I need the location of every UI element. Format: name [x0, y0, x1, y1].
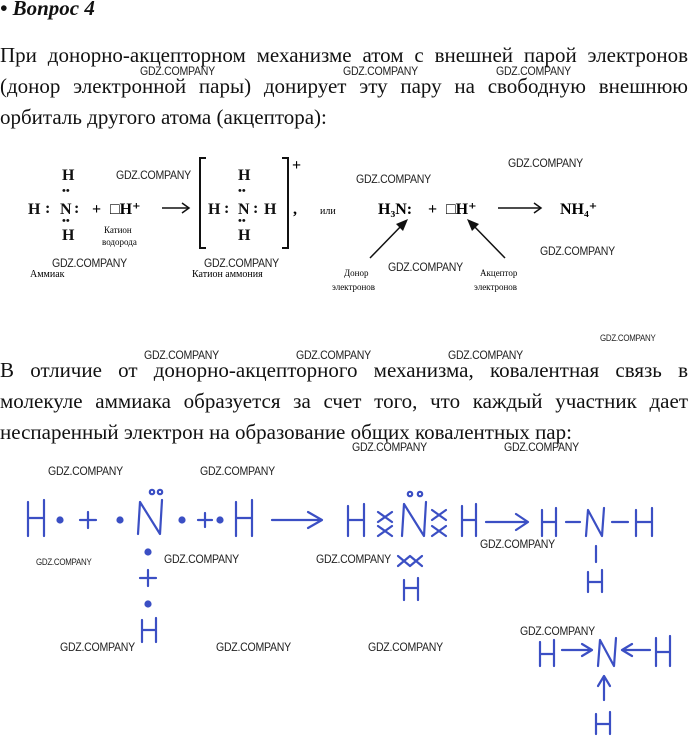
svg-text:H: H [62, 167, 75, 184]
svg-text:H: H [28, 201, 41, 218]
question-heading: • Вопрос 4 [0, 0, 95, 20]
ammonium-caption: Катион аммония [192, 269, 263, 280]
watermark: GDZ.COMPANY [480, 537, 555, 551]
svg-text:••: •• [238, 185, 246, 197]
watermark: GDZ.COMPANY [116, 168, 191, 182]
watermark: GDZ.COMPANY [600, 333, 656, 343]
svg-text:••: •• [62, 215, 70, 227]
watermark: GDZ.COMPANY [200, 464, 275, 478]
hydrogen-cation: □H⁺ [110, 201, 141, 218]
svg-text:+: + [428, 201, 438, 218]
or-label: или [320, 206, 336, 217]
ammonium-lewis [208, 167, 277, 244]
watermark: GDZ.COMPANY [504, 440, 579, 454]
watermark: GDZ.COMPANY [388, 260, 463, 274]
watermark: GDZ.COMPANY [508, 156, 583, 170]
acceptor-caption-2: электронов [474, 282, 518, 292]
hydrogen-cation-caption-1: Катион [104, 225, 132, 235]
ammonium-ion-formula: NH₄⁺ [560, 201, 598, 218]
acceptor-caption-1: Акцептор [480, 268, 518, 278]
watermark: GDZ.COMPANY [316, 552, 391, 566]
watermark: GDZ.COMPANY [52, 256, 127, 270]
svg-text:H: H [62, 227, 75, 244]
watermark: GDZ.COMPANY [140, 64, 215, 78]
plus-sign: + [92, 201, 102, 218]
watermark: GDZ.COMPANY [60, 640, 135, 654]
watermark: GDZ.COMPANY [540, 244, 615, 258]
donor-caption-1: Донор [344, 268, 369, 278]
paragraph-covalent: В отличие от донорно-акцепторного механизма, ковалентная связь в молекуле аммиака образуется за счет того, что каждый участник дает неспаренный электрон на образование общих ковалентных пар: [0, 358, 688, 444]
svg-text:N: N [238, 201, 250, 218]
hydrogen-cation-caption-2: водорода [102, 237, 137, 247]
watermark: GDZ.COMPANY [204, 256, 279, 270]
watermark: GDZ.COMPANY [520, 624, 595, 638]
watermark: GDZ.COMPANY [368, 640, 443, 654]
svg-text:H: H [238, 167, 251, 184]
watermark: GDZ.COMPANY [356, 172, 431, 186]
watermark: GDZ.COMPANY [343, 64, 418, 78]
watermark: GDZ.COMPANY [496, 64, 571, 78]
ammonia-caption: Аммиак [30, 269, 65, 280]
svg-text:N: N [60, 201, 72, 218]
donor-caption-2: электронов [332, 282, 376, 292]
svg-text:••: •• [238, 215, 246, 227]
watermark: GDZ.COMPANY [216, 640, 291, 654]
svg-text::: : [253, 200, 259, 217]
svg-text:,: , [293, 201, 297, 218]
watermark: GDZ.COMPANY [448, 348, 523, 362]
watermark: GDZ.COMPANY [296, 348, 371, 362]
charge-plus: + [292, 157, 302, 174]
donor-acceptor-figure [0, 150, 690, 310]
svg-text::: : [74, 200, 80, 217]
watermark: GDZ.COMPANY [48, 464, 123, 478]
watermark: GDZ.COMPANY [352, 440, 427, 454]
paragraph-donor-acceptor: При донорно-акцепторном механизме атом с внешней парой электронов (донор электронной пары) донирует эту пару на свободную внешнюю орбиталь другого атома (акцептора): [0, 43, 688, 129]
ammonia-lewis [28, 167, 79, 244]
handwritten-ammonia-scheme [0, 470, 690, 738]
svg-text:H: H [208, 201, 221, 218]
watermark: GDZ.COMPANY [144, 348, 219, 362]
svg-text:H: H [264, 201, 277, 218]
svg-text:H: H [238, 227, 251, 244]
svg-text:••: •• [62, 185, 70, 197]
h3n-formula: H₃N: [378, 201, 413, 218]
svg-text::: : [45, 200, 51, 217]
svg-text::: : [224, 200, 230, 217]
watermark: GDZ.COMPANY [36, 557, 92, 567]
hydrogen-cation-2: □H⁺ [446, 201, 477, 218]
watermark: GDZ.COMPANY [164, 552, 239, 566]
